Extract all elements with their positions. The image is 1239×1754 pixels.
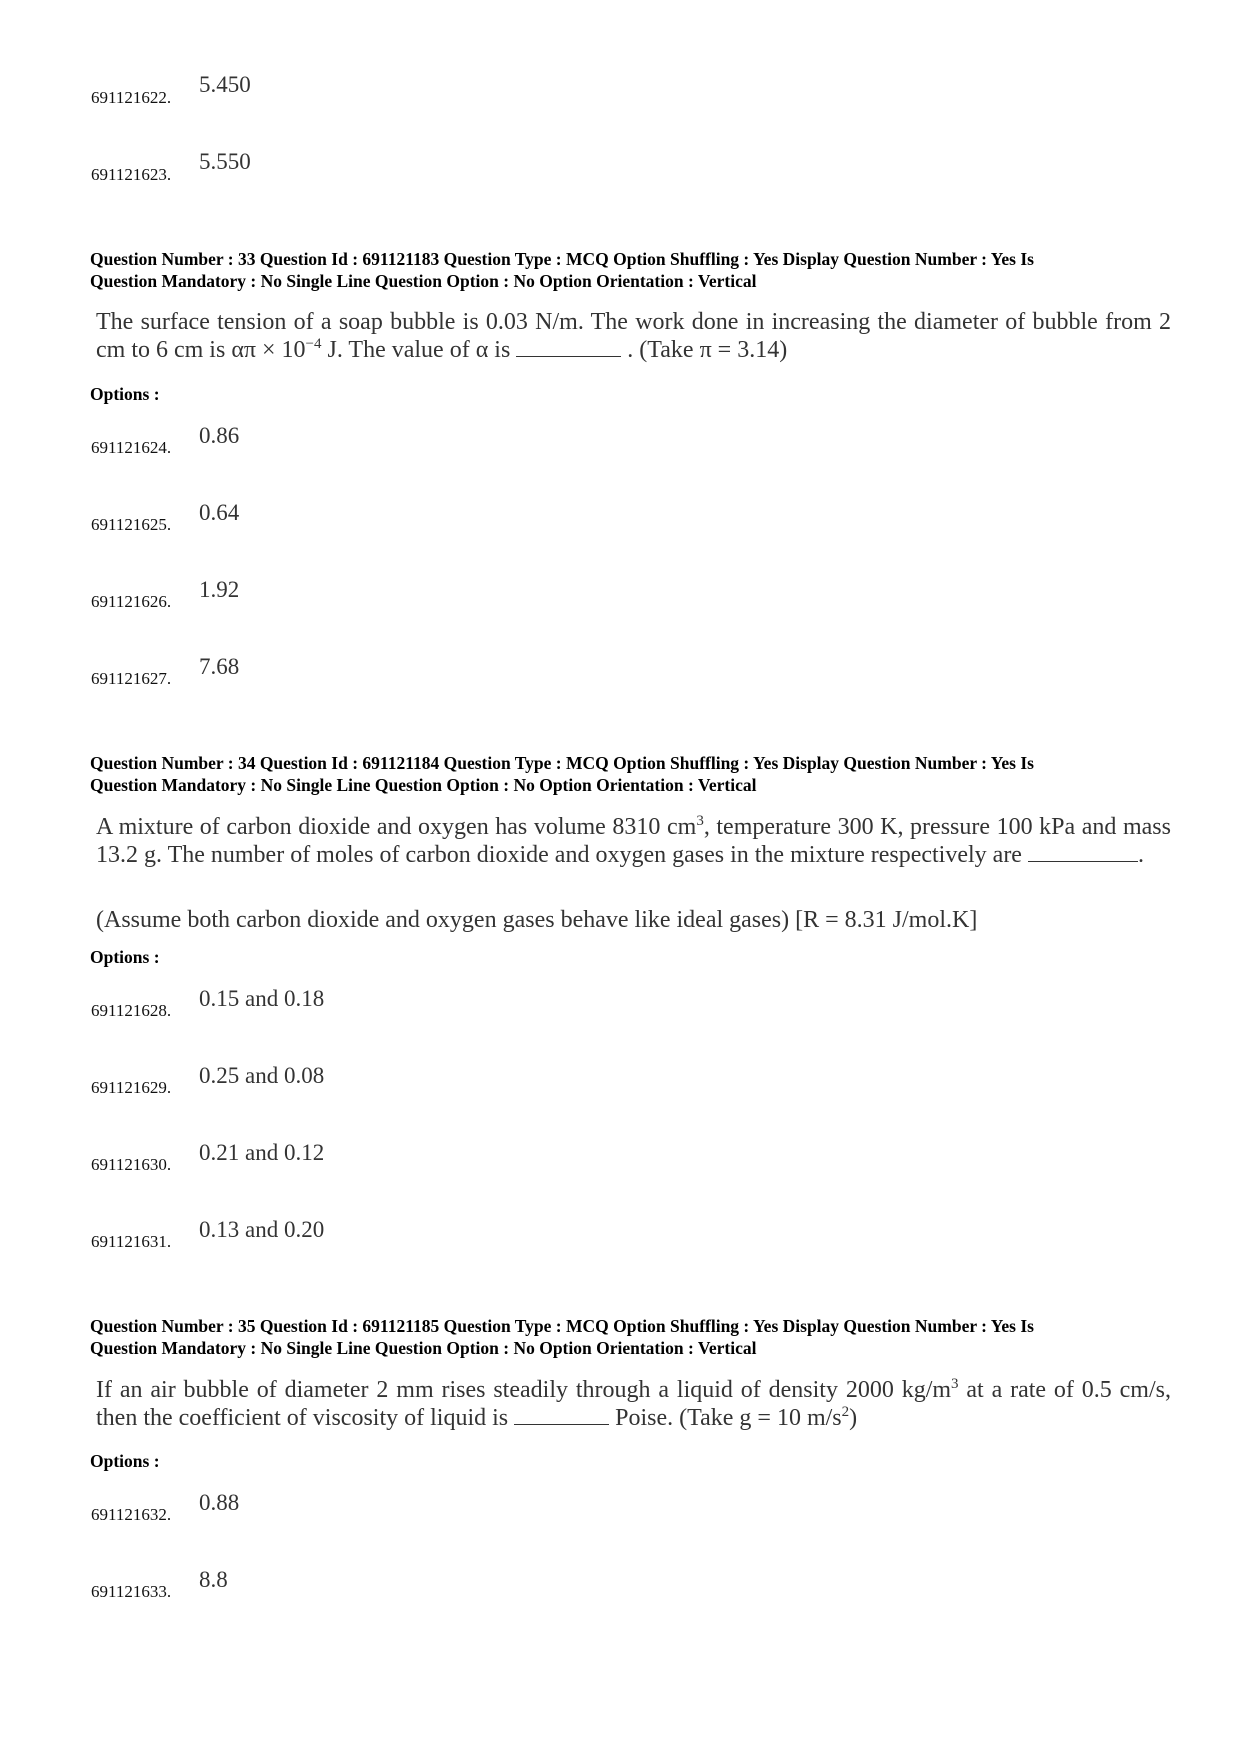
question-34-note: (Assume both carbon dioxide and oxygen gases behave like ideal gases) [R = 8.31 J/mol.K]	[96, 907, 978, 933]
option-value: 5.550	[199, 149, 251, 174]
question-meta-line: Question Number : 34 Question Id : 691121184 Question Type : MCQ Option Shuffling : Yes Display Question Number : Yes Is	[90, 753, 1034, 773]
question-text: )	[849, 1405, 858, 1431]
question-text: , temperature 300 K, pressure 100 kPa and mass 13.2 g. The number of moles of carbon dioxide and oxygen gases in the mixture respectively are	[96, 814, 1171, 868]
option-value: 8.8	[199, 1567, 228, 1592]
option-id: 691121625.	[91, 515, 172, 534]
option-value: 1.92	[199, 577, 240, 602]
question-text: at a rate of 0.5 cm/s, then the coefficient of viscosity of liquid is	[96, 1377, 1171, 1431]
option-value: 0.21 and 0.12	[199, 1140, 325, 1165]
option-id: 691121623.	[91, 165, 172, 184]
options-label: Options :	[90, 1451, 160, 1471]
option-id: 691121633.	[91, 1582, 172, 1601]
option-value: 5.450	[199, 72, 251, 97]
question-text: Poise. (Take g = 10 m/s	[609, 1405, 842, 1431]
question-33-meta	[90, 248, 1190, 292]
exponent: 3	[696, 813, 704, 829]
option-id: 691121627.	[91, 669, 172, 688]
options-label: Options :	[90, 384, 160, 404]
question-meta-line: Question Mandatory : No Single Line Question Option : No Option Orientation : Vertical	[90, 1338, 757, 1358]
question-text: . (Take π = 3.14)	[621, 337, 788, 363]
option-value: 0.86	[199, 423, 240, 448]
answer-blank	[514, 1423, 609, 1425]
exponent: −4	[305, 336, 322, 352]
option-id: 691121622.	[91, 88, 172, 107]
question-35-text	[96, 1376, 1171, 1432]
question-33-text	[96, 308, 1171, 364]
option-id: 691121628.	[91, 1001, 172, 1020]
question-meta-line: Question Number : 33 Question Id : 691121183 Question Type : MCQ Option Shuffling : Yes Display Question Number : Yes Is	[90, 249, 1034, 269]
question-text: The surface tension of a soap bubble is 0.03 N/m. The work done in increasing the diameter of bubble from 2 cm to 6 cm is απ × 10	[96, 309, 1171, 363]
option-value: 0.25 and 0.08	[199, 1063, 325, 1088]
exponent: 3	[951, 1376, 959, 1392]
option-id: 691121631.	[91, 1232, 172, 1251]
options-label: Options :	[90, 947, 160, 967]
option-value: 7.68	[199, 654, 240, 679]
answer-blank	[516, 355, 621, 357]
option-value: 0.88	[199, 1490, 240, 1515]
question-text: J. The value of α is	[321, 337, 517, 363]
question-meta-line: Question Number : 35 Question Id : 691121185 Question Type : MCQ Option Shuffling : Yes Display Question Number : Yes Is	[90, 1316, 1034, 1336]
question-text: .	[1137, 842, 1144, 868]
exponent: 2	[841, 1404, 850, 1420]
question-34-meta	[90, 752, 1190, 796]
option-id: 691121629.	[91, 1078, 172, 1097]
option-value: 0.64	[199, 500, 240, 525]
option-id: 691121632.	[91, 1505, 172, 1524]
option-value: 0.15 and 0.18	[199, 986, 325, 1011]
question-34-text	[96, 813, 1171, 869]
answer-blank	[1028, 860, 1138, 862]
question-text: A mixture of carbon dioxide and oxygen has volume 8310 cm	[96, 814, 697, 840]
option-value: 0.13 and 0.20	[199, 1217, 325, 1242]
question-meta-line: Question Mandatory : No Single Line Question Option : No Option Orientation : Vertical	[90, 271, 757, 291]
question-35-meta	[90, 1315, 1190, 1359]
option-id: 691121624.	[91, 438, 172, 457]
option-id: 691121626.	[91, 592, 172, 611]
question-text: If an air bubble of diameter 2 mm rises steadily through a liquid of density 2000 kg/m	[96, 1377, 952, 1403]
question-meta-line: Question Mandatory : No Single Line Question Option : No Option Orientation : Vertical	[90, 775, 757, 795]
option-id: 691121630.	[91, 1155, 172, 1174]
